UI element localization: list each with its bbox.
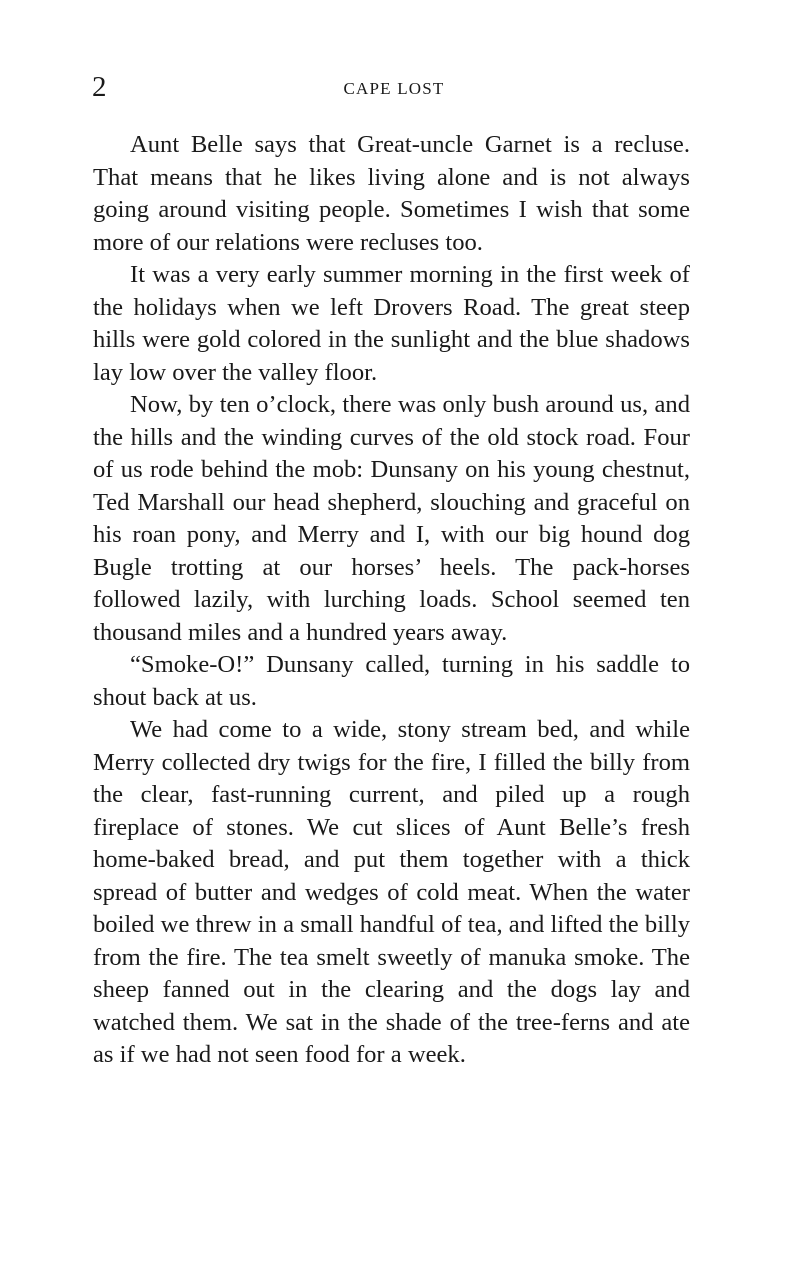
body-text <box>93 129 690 1072</box>
running-head: CAPE LOST <box>343 79 445 98</box>
paragraph: Aunt Belle says that Great-uncle Garnet is a recluse. That means that he likes living alone and is not always going around visiting people. Sometimes I wish that some more of our relations were recluses too. <box>93 131 690 256</box>
page-number: 2 <box>92 71 107 103</box>
paragraph: Now, by ten o’clock, there was only bush around us, and the hills and the winding curves of the old stock road. Four of us rode behind the mob: Dunsany on his young chestnut, Ted Marshall our head shepherd, slouching and graceful on his roan pony, and Merry and I, with our big hound dog Bugle trotting at our horses’ heels. The pack-horses followed lazily, with lurching loads. School seemed ten thousand miles and a hundred years away. <box>93 391 690 646</box>
paragraph: We had come to a wide, stony stream bed, and while Merry collected dry twigs for the fire, I filled the billy from the clear, fast-running current, and piled up a rough fireplace of stones. We cut slices of Aunt Belle’s fresh home-baked bread, and put them together with a thick spread of butter and wedges of cold meat. When the water boiled we threw in a small handful of tea, and lifted the billy from the fire. The tea smelt sweetly of manuka smoke. The sheep fanned out in the clearing and the dogs lay and watched them. We sat in the shade of the tree-ferns and ate as if we had not seen food for a week. <box>93 716 690 1068</box>
paragraph: “Smoke-O!” Dunsany called, turning in his saddle to shout back at us. <box>93 651 690 711</box>
paragraph: It was a very early summer morning in the first week of the holidays when we left Drovers Road. The great steep hills were gold colored in the sunlight and the blue shadows lay low over the valley floor. <box>93 261 690 386</box>
